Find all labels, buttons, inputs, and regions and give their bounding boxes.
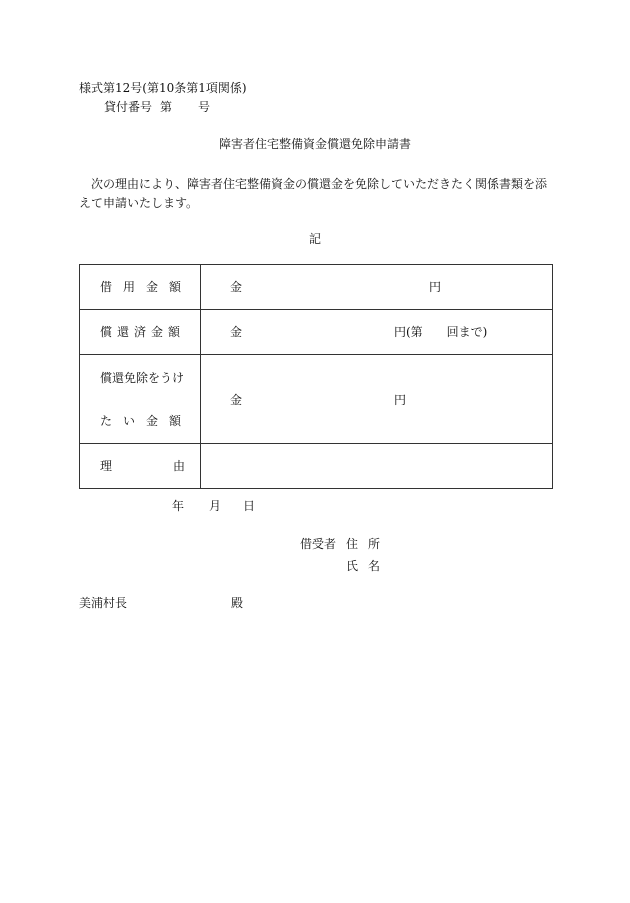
loan-amount-yen: 円 (429, 280, 442, 294)
form-number: 様式第12号(第10条第1項関係) (79, 81, 247, 95)
borrower-label: 借受者 (300, 537, 337, 551)
exemption-amount-label-cell (80, 355, 201, 444)
repaid-amount-kin: 金 (230, 325, 243, 339)
loan-amount-label-cell (80, 265, 201, 310)
name-label: 氏名 (346, 559, 391, 573)
date-day: 日 (243, 499, 256, 513)
reason-value-cell[interactable] (201, 444, 553, 489)
reason-label-yu: 由 (173, 459, 186, 473)
loan-amount-label: 借用金額 (100, 280, 193, 294)
loan-number-go: 号 (198, 100, 211, 114)
loan-amount-value-cell[interactable] (201, 265, 553, 310)
exemption-amount-kin: 金 (230, 393, 243, 407)
addressee-name: 美浦村長 (79, 596, 128, 610)
loan-number-dai: 第 (160, 100, 173, 114)
table-row (80, 444, 553, 489)
address-label: 住所 (346, 537, 391, 551)
document-title: 障害者住宅整備資金償還免除申請書 (218, 137, 411, 151)
ki-heading: 記 (308, 232, 321, 246)
repaid-amount-label-cell (80, 310, 201, 355)
table-row (80, 355, 553, 444)
table-row (80, 265, 553, 310)
date-month: 月 (209, 499, 222, 513)
date-year: 年 (172, 499, 185, 513)
exemption-amount-label-line2: たい金額 (100, 414, 193, 428)
table-row (80, 310, 553, 355)
reason-label-cell (80, 444, 201, 489)
exemption-amount-value-cell[interactable] (201, 355, 553, 444)
exemption-amount-label-line1: 償還免除をうけ (100, 371, 185, 385)
reason-label-ri: 理 (100, 459, 113, 473)
repaid-amount-value-cell[interactable] (201, 310, 553, 355)
loan-amount-kin: 金 (230, 280, 243, 294)
repaid-amount-yen: 円(第 回まで) (394, 325, 488, 339)
application-table (79, 264, 553, 489)
loan-number-label: 貸付番号 (104, 100, 153, 114)
body-text: 次の理由により、障害者住宅整備資金の償還金を免除していただきたく関係書類を添えて申請いたします。 (79, 177, 548, 210)
exemption-amount-yen: 円 (394, 393, 407, 407)
addressee-honorific: 殿 (231, 596, 244, 610)
repaid-amount-label: 償還済金額 (100, 325, 186, 339)
